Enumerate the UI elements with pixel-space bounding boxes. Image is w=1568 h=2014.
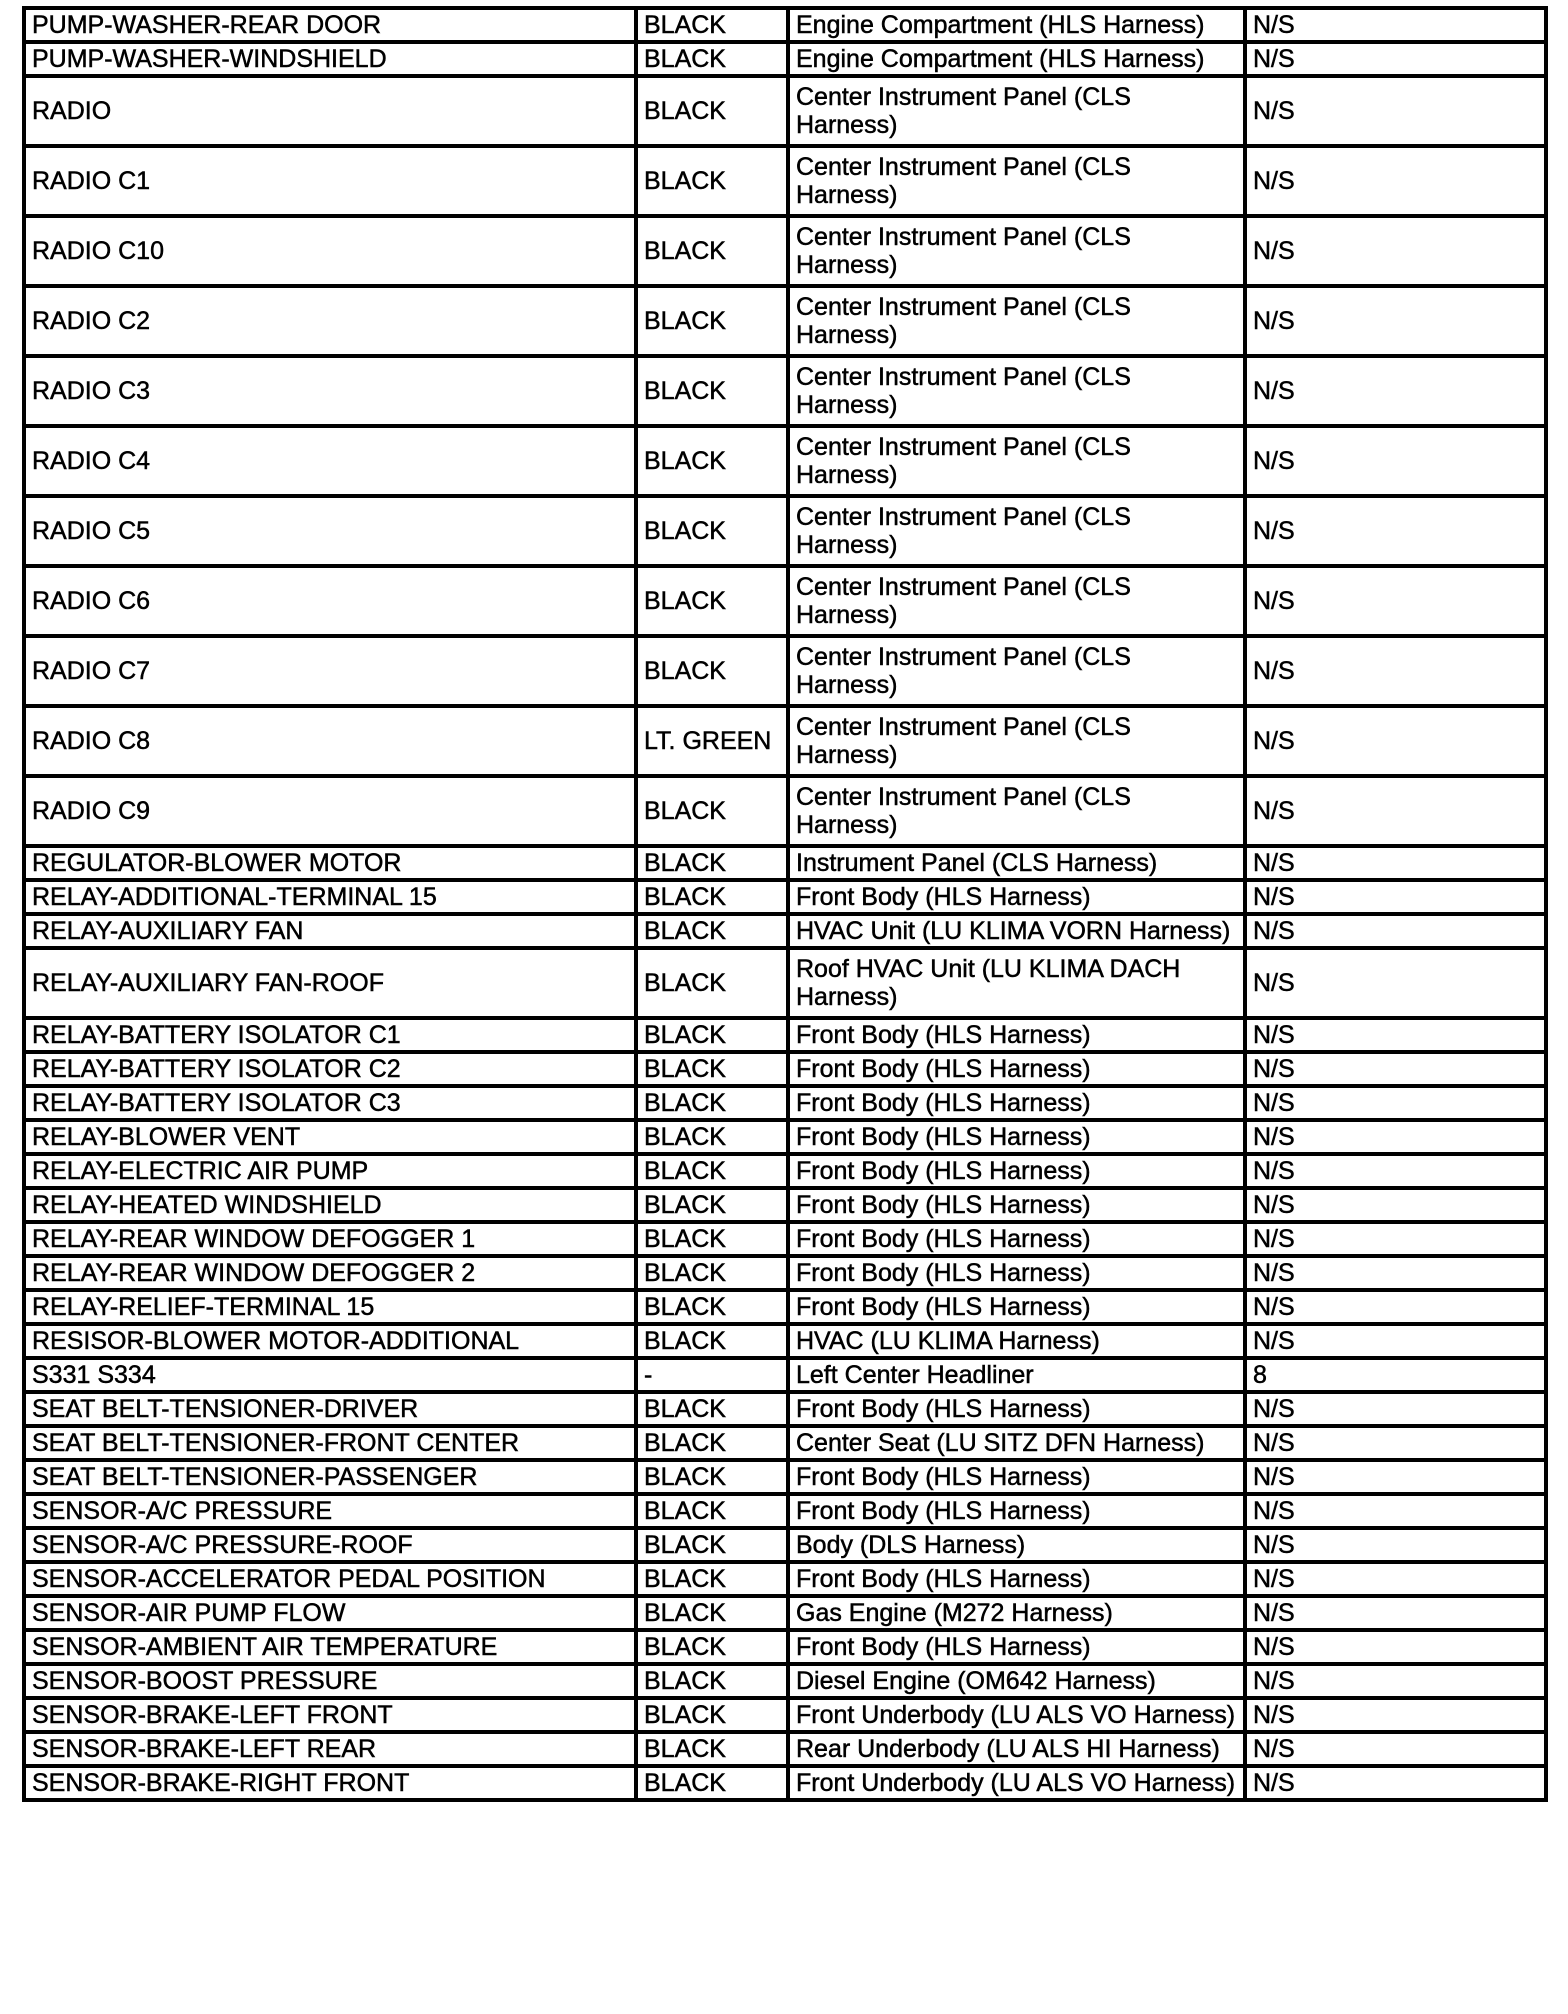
schematic-ref-cell: N/S [1245,8,1546,42]
component-name-cell: RADIO C2 [24,286,636,356]
table-row [24,1018,1546,1052]
location-cell: Gas Engine (M272 Harness) [788,1596,1245,1630]
table-row [24,706,1546,776]
connector-color-cell: BLACK [636,1324,788,1358]
schematic-ref-cell: 8 [1245,1358,1546,1392]
connector-color-cell: BLACK [636,1528,788,1562]
location-cell: Front Body (HLS Harness) [788,1222,1245,1256]
location-cell: HVAC Unit (LU KLIMA VORN Harness) [788,914,1245,948]
component-name-cell: RELAY-ADDITIONAL-TERMINAL 15 [24,880,636,914]
table-row [24,1188,1546,1222]
connector-color-cell: BLACK [636,1290,788,1324]
connector-color-cell: BLACK [636,1052,788,1086]
component-name-cell: SENSOR-AMBIENT AIR TEMPERATURE [24,1630,636,1664]
table-row [24,1664,1546,1698]
component-name-cell: RADIO C10 [24,216,636,286]
location-cell: Front Body (HLS Harness) [788,1120,1245,1154]
table-row [24,1222,1546,1256]
schematic-ref-cell: N/S [1245,1426,1546,1460]
location-cell: Center Instrument Panel (CLS Harness) [788,146,1245,216]
schematic-ref-cell: N/S [1245,1154,1546,1188]
connector-color-cell: BLACK [636,1732,788,1766]
table-row [24,1732,1546,1766]
schematic-ref-cell: N/S [1245,880,1546,914]
schematic-ref-cell: N/S [1245,846,1546,880]
table-row [24,1630,1546,1664]
table-row [24,1324,1546,1358]
component-name-cell: RELAY-BATTERY ISOLATOR C3 [24,1086,636,1120]
connector-color-cell: BLACK [636,1494,788,1528]
component-name-cell: RELAY-ELECTRIC AIR PUMP [24,1154,636,1188]
schematic-ref-cell: N/S [1245,636,1546,706]
schematic-ref-cell: N/S [1245,1120,1546,1154]
connector-color-cell: BLACK [636,1188,788,1222]
location-cell: Center Instrument Panel (CLS Harness) [788,286,1245,356]
component-name-cell: RADIO C4 [24,426,636,496]
location-cell: Instrument Panel (CLS Harness) [788,846,1245,880]
component-name-cell: SENSOR-ACCELERATOR PEDAL POSITION [24,1562,636,1596]
table-row [24,914,1546,948]
connector-color-cell: BLACK [636,76,788,146]
component-name-cell: SENSOR-A/C PRESSURE [24,1494,636,1528]
table-row [24,846,1546,880]
schematic-ref-cell: N/S [1245,426,1546,496]
component-name-cell: RELAY-BATTERY ISOLATOR C1 [24,1018,636,1052]
component-name-cell: PUMP-WASHER-REAR DOOR [24,8,636,42]
location-cell: Front Body (HLS Harness) [788,1392,1245,1426]
connector-color-cell: BLACK [636,1766,788,1800]
table-row [24,286,1546,356]
location-cell: Center Instrument Panel (CLS Harness) [788,216,1245,286]
location-cell: Front Underbody (LU ALS VO Harness) [788,1698,1245,1732]
component-name-cell: RADIO C6 [24,566,636,636]
location-cell: Center Instrument Panel (CLS Harness) [788,426,1245,496]
connector-color-cell: BLACK [636,948,788,1018]
component-name-cell: SENSOR-A/C PRESSURE-ROOF [24,1528,636,1562]
schematic-ref-cell: N/S [1245,948,1546,1018]
location-cell: Front Body (HLS Harness) [788,1494,1245,1528]
component-name-cell: RELAY-BLOWER VENT [24,1120,636,1154]
connector-color-cell: BLACK [636,880,788,914]
connector-color-cell: BLACK [636,1562,788,1596]
location-cell: Front Body (HLS Harness) [788,1052,1245,1086]
table-row [24,216,1546,286]
component-name-cell: SEAT BELT-TENSIONER-FRONT CENTER [24,1426,636,1460]
component-name-cell: RELAY-AUXILIARY FAN-ROOF [24,948,636,1018]
schematic-ref-cell: N/S [1245,1732,1546,1766]
location-cell: Center Instrument Panel (CLS Harness) [788,776,1245,846]
connector-color-cell: BLACK [636,1018,788,1052]
table-row [24,1154,1546,1188]
component-name-cell: RADIO C1 [24,146,636,216]
table-row [24,1086,1546,1120]
schematic-ref-cell: N/S [1245,1494,1546,1528]
table-row [24,356,1546,426]
location-cell: Engine Compartment (HLS Harness) [788,8,1245,42]
table-row [24,1596,1546,1630]
location-cell: Roof HVAC Unit (LU KLIMA DACH Harness) [788,948,1245,1018]
schematic-ref-cell: N/S [1245,1460,1546,1494]
location-cell: Center Instrument Panel (CLS Harness) [788,496,1245,566]
component-name-cell: RADIO C8 [24,706,636,776]
connector-color-cell: BLACK [636,1664,788,1698]
location-cell: Front Body (HLS Harness) [788,1630,1245,1664]
schematic-ref-cell: N/S [1245,216,1546,286]
table-row [24,1766,1546,1800]
table-row [24,1392,1546,1426]
connector-color-cell: BLACK [636,1392,788,1426]
table-row [24,1052,1546,1086]
location-cell: Front Body (HLS Harness) [788,1154,1245,1188]
table-row [24,776,1546,846]
schematic-ref-cell: N/S [1245,1630,1546,1664]
location-cell: Front Body (HLS Harness) [788,1460,1245,1494]
schematic-ref-cell: N/S [1245,776,1546,846]
schematic-ref-cell: N/S [1245,706,1546,776]
component-name-cell: RADIO C5 [24,496,636,566]
component-name-cell: S331 S334 [24,1358,636,1392]
schematic-ref-cell: N/S [1245,1664,1546,1698]
table-row [24,1528,1546,1562]
component-name-cell: SEAT BELT-TENSIONER-DRIVER [24,1392,636,1426]
connector-color-cell: BLACK [636,1086,788,1120]
connector-color-cell: BLACK [636,1426,788,1460]
schematic-ref-cell: N/S [1245,356,1546,426]
connector-color-cell: BLACK [636,496,788,566]
schematic-ref-cell: N/S [1245,1188,1546,1222]
location-cell: Front Body (HLS Harness) [788,1562,1245,1596]
connector-color-cell: BLACK [636,42,788,76]
table-row [24,146,1546,216]
connector-color-cell: BLACK [636,1596,788,1630]
location-cell: Center Instrument Panel (CLS Harness) [788,76,1245,146]
location-cell: Diesel Engine (OM642 Harness) [788,1664,1245,1698]
connector-color-cell: BLACK [636,1698,788,1732]
location-cell: Center Instrument Panel (CLS Harness) [788,636,1245,706]
component-name-cell: RELAY-HEATED WINDSHIELD [24,1188,636,1222]
schematic-ref-cell: N/S [1245,566,1546,636]
schematic-ref-cell: N/S [1245,1562,1546,1596]
component-name-cell: RELAY-BATTERY ISOLATOR C2 [24,1052,636,1086]
location-cell: Front Body (HLS Harness) [788,1290,1245,1324]
table-row [24,1494,1546,1528]
location-cell: Front Underbody (LU ALS VO Harness) [788,1766,1245,1800]
table-row [24,496,1546,566]
table-row [24,636,1546,706]
component-name-cell: RELAY-REAR WINDOW DEFOGGER 1 [24,1222,636,1256]
connector-color-cell: BLACK [636,426,788,496]
component-name-cell: SENSOR-BRAKE-RIGHT FRONT [24,1766,636,1800]
component-name-cell: RESISOR-BLOWER MOTOR-ADDITIONAL [24,1324,636,1358]
component-name-cell: RELAY-AUXILIARY FAN [24,914,636,948]
location-cell: Rear Underbody (LU ALS HI Harness) [788,1732,1245,1766]
schematic-ref-cell: N/S [1245,1256,1546,1290]
connector-list-page [22,6,1544,1802]
location-cell: Front Body (HLS Harness) [788,1086,1245,1120]
connector-color-cell: BLACK [636,1154,788,1188]
connector-color-cell: BLACK [636,1222,788,1256]
connector-color-cell: BLACK [636,1256,788,1290]
connector-color-cell: BLACK [636,356,788,426]
component-name-cell: RELAY-RELIEF-TERMINAL 15 [24,1290,636,1324]
table-row [24,1426,1546,1460]
schematic-ref-cell: N/S [1245,1290,1546,1324]
connector-color-cell: BLACK [636,914,788,948]
component-name-cell: RADIO [24,76,636,146]
table-row [24,426,1546,496]
schematic-ref-cell: N/S [1245,496,1546,566]
table-row [24,1120,1546,1154]
schematic-ref-cell: N/S [1245,914,1546,948]
schematic-ref-cell: N/S [1245,1528,1546,1562]
schematic-ref-cell: N/S [1245,1052,1546,1086]
connector-color-cell: BLACK [636,1460,788,1494]
table-row [24,1256,1546,1290]
location-cell: Front Body (HLS Harness) [788,1018,1245,1052]
schematic-ref-cell: N/S [1245,76,1546,146]
table-row [24,8,1546,42]
schematic-ref-cell: N/S [1245,42,1546,76]
table-body [24,8,1546,1800]
schematic-ref-cell: N/S [1245,1392,1546,1426]
component-name-cell: SEAT BELT-TENSIONER-PASSENGER [24,1460,636,1494]
connector-color-cell: BLACK [636,776,788,846]
location-cell: HVAC (LU KLIMA Harness) [788,1324,1245,1358]
component-name-cell: PUMP-WASHER-WINDSHIELD [24,42,636,76]
schematic-ref-cell: N/S [1245,146,1546,216]
location-cell: Left Center Headliner [788,1358,1245,1392]
connector-color-cell: BLACK [636,286,788,356]
schematic-ref-cell: N/S [1245,1596,1546,1630]
schematic-ref-cell: N/S [1245,286,1546,356]
schematic-ref-cell: N/S [1245,1086,1546,1120]
location-cell: Center Instrument Panel (CLS Harness) [788,356,1245,426]
location-cell: Center Instrument Panel (CLS Harness) [788,706,1245,776]
table-row [24,948,1546,1018]
table-row [24,880,1546,914]
connector-color-cell: BLACK [636,8,788,42]
connector-color-cell: BLACK [636,846,788,880]
connector-color-cell: BLACK [636,146,788,216]
table-row [24,566,1546,636]
table-row [24,1358,1546,1392]
location-cell: Front Body (HLS Harness) [788,1256,1245,1290]
table-row [24,1562,1546,1596]
table-row [24,76,1546,146]
connector-color-cell: BLACK [636,566,788,636]
table-row [24,1460,1546,1494]
component-name-cell: SENSOR-BOOST PRESSURE [24,1664,636,1698]
connector-color-cell: LT. GREEN [636,706,788,776]
component-name-cell: RADIO C3 [24,356,636,426]
component-name-cell: REGULATOR-BLOWER MOTOR [24,846,636,880]
schematic-ref-cell: N/S [1245,1698,1546,1732]
table-row [24,42,1546,76]
component-name-cell: RADIO C9 [24,776,636,846]
location-cell: Engine Compartment (HLS Harness) [788,42,1245,76]
location-cell: Center Instrument Panel (CLS Harness) [788,566,1245,636]
table-row [24,1290,1546,1324]
connector-table [22,6,1548,1802]
location-cell: Front Body (HLS Harness) [788,1188,1245,1222]
component-name-cell: SENSOR-BRAKE-LEFT FRONT [24,1698,636,1732]
schematic-ref-cell: N/S [1245,1018,1546,1052]
connector-color-cell: - [636,1358,788,1392]
location-cell: Center Seat (LU SITZ DFN Harness) [788,1426,1245,1460]
table-row [24,1698,1546,1732]
schematic-ref-cell: N/S [1245,1324,1546,1358]
connector-color-cell: BLACK [636,216,788,286]
schematic-ref-cell: N/S [1245,1222,1546,1256]
component-name-cell: RADIO C7 [24,636,636,706]
connector-color-cell: BLACK [636,1630,788,1664]
component-name-cell: SENSOR-AIR PUMP FLOW [24,1596,636,1630]
connector-color-cell: BLACK [636,636,788,706]
component-name-cell: RELAY-REAR WINDOW DEFOGGER 2 [24,1256,636,1290]
component-name-cell: SENSOR-BRAKE-LEFT REAR [24,1732,636,1766]
schematic-ref-cell: N/S [1245,1766,1546,1800]
location-cell: Front Body (HLS Harness) [788,880,1245,914]
connector-color-cell: BLACK [636,1120,788,1154]
location-cell: Body (DLS Harness) [788,1528,1245,1562]
